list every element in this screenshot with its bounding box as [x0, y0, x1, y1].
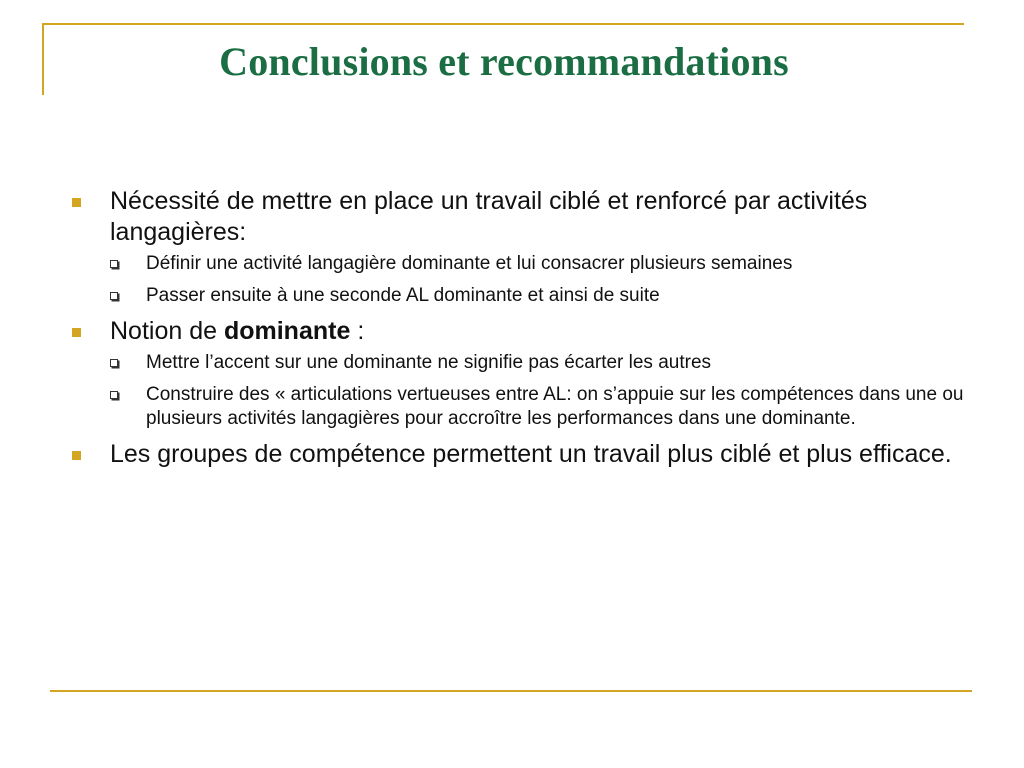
- bullet-item: [72, 316, 992, 431]
- bullet-item: [72, 439, 992, 470]
- sub-item: [110, 284, 992, 308]
- sub-item-text: Passer ensuite à une seconde AL dominante et ainsi de suite: [146, 285, 660, 306]
- hollow-square-bullet-icon: [110, 359, 118, 367]
- sub-item-text: Construire des « articulations vertueuses entre AL: on s’appuie sur les compétences dans une ou plusieurs activités langagières pour accroître les performances dans une dominante.: [146, 384, 964, 429]
- sub-item: [110, 351, 992, 375]
- bullet-text-tail: :: [350, 317, 365, 345]
- bullet-text: Nécessité de mettre en place un travail ciblé et renforcé par activités langagières:: [110, 187, 868, 246]
- sub-list: [110, 252, 992, 308]
- hollow-square-bullet-icon: [110, 292, 118, 300]
- bottom-rule: [50, 690, 972, 692]
- hollow-square-bullet-icon: [110, 260, 118, 268]
- sub-list: [110, 351, 992, 431]
- square-bullet-icon: [72, 328, 81, 337]
- sub-item: [110, 383, 992, 431]
- square-bullet-icon: [72, 451, 81, 460]
- square-bullet-icon: [72, 198, 81, 207]
- sub-item-text: Définir une activité langagière dominante et lui consacrer plusieurs semaines: [146, 253, 793, 274]
- bullet-text-bold: dominante: [223, 317, 351, 345]
- bullet-item: [72, 186, 992, 308]
- sub-item: [110, 252, 992, 276]
- bullet-list: [72, 186, 992, 470]
- bullet-text: Les groupes de compétence permettent un travail plus ciblé et plus efficace.: [110, 440, 952, 468]
- top-rule: [42, 23, 964, 25]
- bullet-text-lead: Notion de: [110, 317, 224, 345]
- sub-item-text: Mettre l’accent sur une dominante ne signifie pas écarter les autres: [146, 352, 712, 373]
- slide-title: Conclusions et recommandations: [219, 39, 789, 84]
- hollow-square-bullet-icon: [110, 391, 118, 399]
